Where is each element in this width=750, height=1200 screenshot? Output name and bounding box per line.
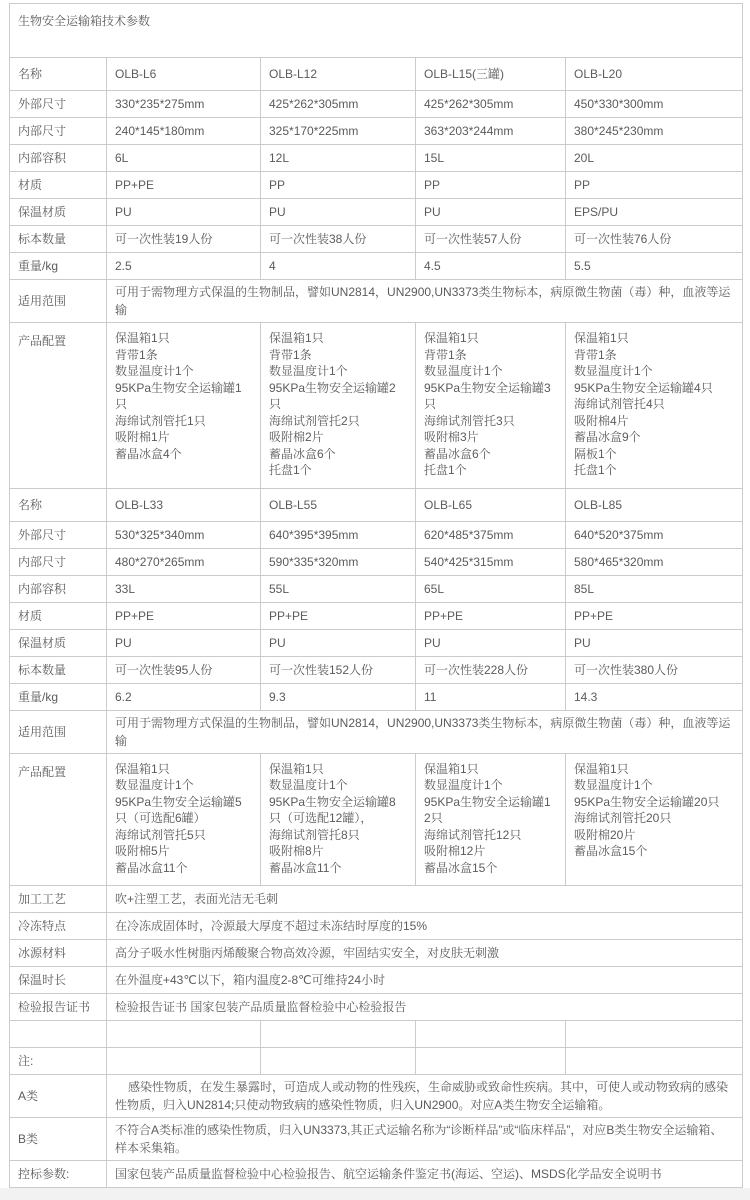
row-label: 名称 — [10, 58, 107, 91]
cell: 5.5 — [566, 253, 743, 280]
row-label: 材质 — [10, 172, 107, 199]
config-line: 95KPa生物安全运输罐2只 — [269, 380, 396, 411]
cell: 可一次性装95人份 — [107, 656, 261, 683]
table-row — [10, 886, 743, 913]
config-line: 海绵试剂管托8只 — [269, 827, 360, 842]
row-label: 控标参数: — [10, 1161, 107, 1188]
config-line: 蓄晶冰盒4个 — [115, 446, 182, 461]
cell: 9.3 — [261, 683, 416, 710]
config-line: 海绵试剂管托2只 — [269, 413, 360, 428]
table-row — [10, 656, 743, 683]
config-line: 数显温度计1个 — [574, 364, 653, 378]
row-value-span: 不符合A类标准的感染性物质，归入UN3373,其正式运输名称为“诊断样品”或“临床样品”，对应B类生物安全运输箱、样本采集箱。 — [107, 1118, 743, 1161]
config-line: 保温箱1只 — [115, 331, 170, 345]
row-value-span: 高分子吸水性树脂丙烯酸聚合物高效冷源，牢固结实安全，对皮肤无刺激 — [107, 940, 743, 967]
cell: PU — [107, 199, 261, 226]
row-label: 加工工艺 — [10, 886, 107, 913]
cell: OLB-L85 — [566, 488, 743, 521]
cell: 480*270*265mm — [107, 548, 261, 575]
config-cell — [416, 323, 566, 489]
cell: 363*203*244mm — [416, 118, 566, 145]
cell: OLB-L20 — [566, 58, 743, 91]
row-label: 内部尺寸 — [10, 118, 107, 145]
table-row — [10, 4, 743, 58]
table-row — [10, 602, 743, 629]
table-row — [10, 521, 743, 548]
cell: OLB-L15(三罐) — [416, 58, 566, 91]
cell: PU — [261, 199, 416, 226]
cell: 640*520*375mm — [566, 521, 743, 548]
cell: 330*235*275mm — [107, 91, 261, 118]
table-row — [10, 1048, 743, 1075]
spec-table-body — [10, 4, 743, 1188]
config-cell — [107, 323, 261, 489]
row-label: 产品配置 — [10, 753, 107, 886]
cell — [107, 1048, 261, 1075]
config-line: 数显温度计1个 — [424, 778, 503, 792]
cell: 380*245*230mm — [566, 118, 743, 145]
row-value-span: 国家包装产品质量监督检验中心检验报告、航空运输条件鉴定书(海运、空运)、MSDS化学品安全说明书 — [107, 1161, 743, 1188]
row-label: 内部尺寸 — [10, 548, 107, 575]
cell: 12L — [261, 145, 416, 172]
table-row — [10, 253, 743, 280]
config-line: 数显温度计1个 — [574, 778, 653, 792]
config-line: 蓄晶冰盒11个 — [269, 860, 342, 875]
cell: 65L — [416, 575, 566, 602]
cell: PP — [416, 172, 566, 199]
row-label: 保温材质 — [10, 199, 107, 226]
cell: 6.2 — [107, 683, 261, 710]
config-line: 95KPa生物安全运输罐8只（可选配12罐）， — [269, 794, 396, 825]
cell: 11 — [416, 683, 566, 710]
config-line: 95KPa生物安全运输罐12只 — [424, 794, 551, 825]
config-line: 保温箱1只 — [574, 331, 629, 345]
row-label: 内部容积 — [10, 575, 107, 602]
row-label: 重量/kg — [10, 253, 107, 280]
config-line: 海绵试剂管托1只 — [115, 413, 206, 428]
cell: OLB-L6 — [107, 58, 261, 91]
config-line: 95KPa生物安全运输罐20只 — [574, 794, 720, 809]
cell: PU — [416, 199, 566, 226]
cell: 20L — [566, 145, 743, 172]
table-row — [10, 629, 743, 656]
cell: 425*262*305mm — [261, 91, 416, 118]
cell: 可一次性装152人份 — [261, 656, 416, 683]
table-row — [10, 91, 743, 118]
cell: 33L — [107, 575, 261, 602]
row-value-span: 感染性物质，在发生暴露时，可造成人或动物的性残疾，生命威胁或致命性疾病。其中，可使人或动物致病的感染性物质，归入UN2814;只使动物致病的感染性物质，归入UN2900。对应A类生物安全运输箱。 — [107, 1075, 743, 1118]
config-line: 保温箱1只 — [424, 331, 479, 345]
config-line: 数显温度计1个 — [269, 364, 348, 378]
row-label: 标本数量 — [10, 656, 107, 683]
row-label: 适用范围 — [10, 280, 107, 323]
cell: 55L — [261, 575, 416, 602]
page-title: 生物安全运输箱技术参数 — [10, 4, 743, 58]
row-label: 检验报告证书 — [10, 994, 107, 1021]
config-line: 海绵试剂管托5只 — [115, 827, 206, 842]
config-cell — [261, 753, 416, 886]
config-line: 蓄晶冰盒11个 — [115, 860, 188, 875]
cell — [261, 1021, 416, 1048]
table-row — [10, 58, 743, 91]
config-cell — [566, 753, 743, 886]
config-line: 95KPa生物安全运输罐4只 — [574, 380, 713, 395]
cell — [416, 1021, 566, 1048]
cell: 240*145*180mm — [107, 118, 261, 145]
config-line: 托盘1个 — [269, 463, 312, 477]
config-line: 背带1条 — [269, 347, 312, 362]
config-line: 数显温度计1个 — [115, 778, 194, 792]
config-line: 海绵试剂管托12只 — [424, 827, 522, 842]
table-row — [10, 710, 743, 753]
config-cell — [107, 753, 261, 886]
row-label: A类 — [10, 1075, 107, 1118]
cell: 可一次性装19人份 — [107, 226, 261, 253]
cell: OLB-L55 — [261, 488, 416, 521]
config-line: 蓄晶冰盒15个 — [574, 844, 648, 858]
cell: PP — [261, 172, 416, 199]
table-row — [10, 280, 743, 323]
config-line: 吸附棉1片 — [115, 430, 170, 444]
table-row — [10, 940, 743, 967]
cell — [566, 1048, 743, 1075]
cell: PU — [261, 629, 416, 656]
table-row — [10, 967, 743, 994]
row-label: 冷冻特点 — [10, 913, 107, 940]
config-line: 吸附棉4片 — [574, 413, 629, 428]
cell: 4.5 — [416, 253, 566, 280]
spec-table — [9, 3, 743, 1188]
config-line: 海绵试剂管托3只 — [424, 413, 515, 428]
config-line: 吸附棉3片 — [424, 430, 479, 444]
table-row — [10, 145, 743, 172]
table-row — [10, 913, 743, 940]
table-row — [10, 1118, 743, 1161]
cell: PP+PE — [416, 602, 566, 629]
row-label: 保温材质 — [10, 629, 107, 656]
table-row — [10, 994, 743, 1021]
cell: 580*465*320mm — [566, 548, 743, 575]
table-row — [10, 548, 743, 575]
table-row — [10, 1161, 743, 1188]
config-line: 背带1条 — [424, 347, 467, 362]
table-row — [10, 753, 743, 886]
config-line: 吸附棉20片 — [574, 827, 636, 842]
config-line: 蓄晶冰盒9个 — [574, 430, 641, 444]
cell: 可一次性装228人份 — [416, 656, 566, 683]
row-label: 适用范围 — [10, 710, 107, 753]
config-line: 保温箱1只 — [574, 761, 629, 776]
cell: PP+PE — [261, 602, 416, 629]
table-row — [10, 488, 743, 521]
cell: OLB-L65 — [416, 488, 566, 521]
cell — [416, 1048, 566, 1075]
cell — [107, 1021, 261, 1048]
config-line: 95KPa生物安全运输罐3只 — [424, 380, 551, 411]
config-line: 保温箱1只 — [424, 761, 479, 776]
config-line: 数显温度计1个 — [115, 364, 194, 378]
cell: PP+PE — [107, 172, 261, 199]
row-label: 外部尺寸 — [10, 521, 107, 548]
table-row — [10, 118, 743, 145]
config-cell — [416, 753, 566, 886]
cell: PP — [566, 172, 743, 199]
cell: 15L — [416, 145, 566, 172]
config-line: 95KPa生物安全运输罐5只（可选配6罐） — [115, 794, 242, 825]
cell: 6L — [107, 145, 261, 172]
cell: 4 — [261, 253, 416, 280]
cell: PU — [416, 629, 566, 656]
config-line: 保温箱1只 — [269, 331, 324, 345]
cell: 14.3 — [566, 683, 743, 710]
cell: 620*485*375mm — [416, 521, 566, 548]
row-label: 保温时长 — [10, 967, 107, 994]
row-value-span: 检验报告证书 国家包装产品质量监督检验中心检验报告 — [107, 994, 743, 1021]
row-value-span: 在外温度+43℃以下，箱内温度2-8℃可维持24小时 — [107, 967, 743, 994]
table-row — [10, 1075, 743, 1118]
cell: 325*170*225mm — [261, 118, 416, 145]
cell: 590*335*320mm — [261, 548, 416, 575]
config-line: 数显温度计1个 — [424, 364, 503, 378]
table-row — [10, 199, 743, 226]
config-line: 95KPa生物安全运输罐1只 — [115, 380, 242, 411]
cell: 450*330*300mm — [566, 91, 743, 118]
row-label: 外部尺寸 — [10, 91, 107, 118]
row-value-span: 可用于需物理方式保温的生物制品，譬如UN2814，UN2900,UN3373类生物标本，病原微生物菌（毒）种，血液等运输 — [107, 280, 743, 323]
cell: 85L — [566, 575, 743, 602]
config-line: 背带1条 — [574, 347, 617, 362]
cell — [261, 1048, 416, 1075]
config-line: 托盘1个 — [424, 463, 467, 477]
config-cell — [261, 323, 416, 489]
table-row — [10, 683, 743, 710]
config-line: 海绵试剂管托4只 — [574, 397, 665, 411]
cell: 530*325*340mm — [107, 521, 261, 548]
table-row — [10, 172, 743, 199]
table-row — [10, 323, 743, 489]
config-line: 隔板1个 — [574, 446, 617, 461]
row-label: 产品配置 — [10, 323, 107, 489]
config-line: 蓄晶冰盒6个 — [269, 446, 336, 461]
row-label: 名称 — [10, 488, 107, 521]
cell: 可一次性装57人份 — [416, 226, 566, 253]
row-value-span: 在冷冻成固体时，冷源最大厚度不超过未冻结时厚度的15% — [107, 913, 743, 940]
row-label: 内部容积 — [10, 145, 107, 172]
cell: OLB-L12 — [261, 58, 416, 91]
config-line: 背带1条 — [115, 347, 158, 362]
config-line: 保温箱1只 — [269, 761, 324, 776]
table-row — [10, 1021, 743, 1048]
config-line: 吸附棉12片 — [424, 844, 486, 858]
cell: EPS/PU — [566, 199, 743, 226]
config-line: 吸附棉8片 — [269, 844, 324, 858]
cell: 可一次性装380人份 — [566, 656, 743, 683]
cell: 可一次性装76人份 — [566, 226, 743, 253]
config-line: 蓄晶冰盒15个 — [424, 860, 498, 875]
row-value-span: 吹+注塑工艺，表面光洁无毛刺 — [107, 886, 743, 913]
cell: 640*395*395mm — [261, 521, 416, 548]
row-label — [10, 1021, 107, 1048]
cell: PU — [566, 629, 743, 656]
config-line: 保温箱1只 — [115, 761, 170, 776]
row-label: 材质 — [10, 602, 107, 629]
config-line: 托盘1个 — [574, 463, 617, 477]
config-line: 数显温度计1个 — [269, 778, 348, 792]
cell: PP+PE — [566, 602, 743, 629]
config-line: 蓄晶冰盒6个 — [424, 446, 491, 461]
row-label: 冰源材料 — [10, 940, 107, 967]
cell — [566, 1021, 743, 1048]
cell: PU — [107, 629, 261, 656]
cell: 可一次性装38人份 — [261, 226, 416, 253]
config-line: 海绵试剂管托20只 — [574, 811, 672, 825]
config-cell — [566, 323, 743, 489]
config-line: 吸附棉5片 — [115, 844, 170, 858]
cell: 425*262*305mm — [416, 91, 566, 118]
table-row — [10, 575, 743, 602]
cell: PP+PE — [107, 602, 261, 629]
cell: 540*425*315mm — [416, 548, 566, 575]
row-label: 注: — [10, 1048, 107, 1075]
row-label: B类 — [10, 1118, 107, 1161]
row-label: 重量/kg — [10, 683, 107, 710]
row-label: 标本数量 — [10, 226, 107, 253]
config-line: 吸附棉2片 — [269, 430, 324, 444]
table-row — [10, 226, 743, 253]
cell: OLB-L33 — [107, 488, 261, 521]
cell: 2.5 — [107, 253, 261, 280]
row-value-span: 可用于需物理方式保温的生物制品，譬如UN2814，UN2900,UN3373类生物标本，病原微生物菌（毒）种，血液等运输 — [107, 710, 743, 753]
